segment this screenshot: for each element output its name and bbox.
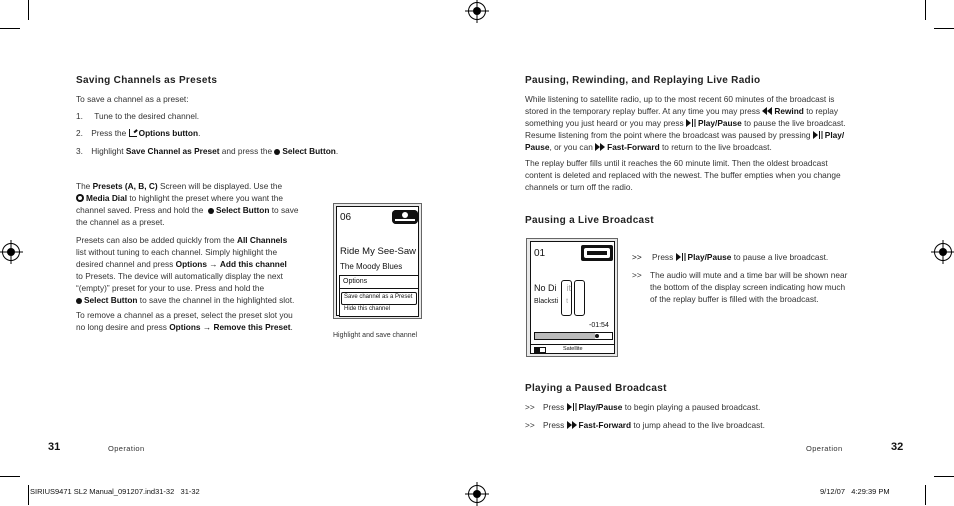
play-pause-icon [676,253,686,261]
text: Press [543,420,565,430]
text: to begin playing a paused broadcast. [624,402,761,412]
registration-mark-icon [934,243,952,261]
section-title: Pausing a Live Broadcast [525,215,654,226]
bold-text: Remove this Preset [213,322,291,332]
text: stored in the temporary replay buffer. At any time you may press [525,106,761,116]
options-menu [339,275,419,317]
step-bold: Select Button [282,146,336,156]
channel-logo-icon [581,245,613,261]
media-dial-icon [76,194,84,202]
artist-part: Blacksti [534,298,559,305]
select-button-icon [274,149,280,155]
text: to jump ahead to the live broadcast. [633,420,765,430]
file-slug: SIRIUS9471 SL2 Manual_091207.ind31-32 31-32 [30,487,200,496]
text: something you just heard or you may press [525,118,684,128]
channel-logo-icon [392,210,418,224]
channel-number: 01 [534,248,546,259]
crop-mark [934,28,954,29]
rewind-icon [762,107,772,115]
bullet-icon: >> [525,420,535,430]
registration-mark-icon [468,2,486,20]
bold-text: Play/ [824,130,845,140]
replay-time-bar [534,332,613,340]
signal-icon [534,347,546,353]
registration-mark-icon [2,243,20,261]
step-text: and press the [221,146,273,156]
crop-mark [925,485,926,505]
replay-paragraph [525,93,870,153]
text: The replay buffer fills until it reaches the 60 minute limit. Then the oldest broadcast [525,158,828,168]
all-channels-paragraph [76,234,326,306]
text: The [76,181,91,191]
intro-text: To save a channel as a preset: [76,94,189,104]
presets-paragraph [76,180,316,228]
screen-display [530,241,615,354]
remove-preset-paragraph [76,309,326,333]
section-title: Playing a Paused Broadcast [525,383,667,394]
text: Press [543,402,565,412]
bold-text: Play/Pause [687,252,732,262]
menu-item-save-preset[interactable] [341,292,417,305]
pause-icon [561,280,587,316]
bold-text: Add this channel [219,259,287,269]
step-text: Highlight [91,146,124,156]
device-screen-options [333,203,422,319]
step-text: . [198,128,201,138]
text: no long desire and press [76,322,167,332]
text: content is deleted and replaced with the newest. The buffer empties when you change [525,170,841,180]
text: to return to the live broadcast. [662,142,772,152]
bullet-item [632,269,872,305]
text: to pause a live broadcast. [733,252,829,262]
crop-mark [0,476,20,477]
text: the bottom of the display screen indicating how much [650,282,846,292]
bold-text: Fast-Forward [578,420,632,430]
text: list without tuning to each channel. Simply highlight the [76,247,278,257]
menu-item-label: Save channel as a Preset [344,294,413,300]
bullet-icon: >> [632,270,642,280]
bold-text: Options [175,259,207,269]
bold-text: Fast-Forward [607,142,660,152]
bold-text: Pause [525,142,550,152]
crop-mark [925,0,926,20]
step-number: 1. [76,111,83,121]
text: , or you can [549,142,593,152]
crop-mark [28,0,29,20]
bold-text: Select Button [84,295,138,305]
date-slug: 9/12/07 4:29:39 PM [820,487,890,496]
section-label-left: Operation [108,444,145,453]
bold-text: Select Button [215,205,270,215]
step-text: Press the [91,128,127,138]
text: desired channel and press [76,259,174,269]
page-number-left: 31 [48,441,61,453]
text: Press [652,252,674,262]
text: to replay [806,106,839,116]
text: to Presets. The device will automatically display the next [76,271,283,281]
song-title-part: No Di [534,283,557,293]
step-1 [76,110,199,122]
text: While listening to satellite radio, up to the most recent 60 minutes of the broadcast is [525,94,835,104]
text: channel saved. Press and hold the [76,205,204,215]
bullet-icon: >> [525,402,535,412]
select-button-icon [76,298,82,304]
channel-number: 06 [340,212,352,223]
menu-item-hide-channel[interactable] [341,305,415,315]
bold-text: Play/Pause [578,402,623,412]
registration-mark-icon [468,485,486,503]
bullet-item [525,401,760,413]
text: . [290,322,293,332]
song-title: Ride My See-Saw [340,246,417,257]
text: “(empty)” preset for your to use. Press and hold the [76,283,265,293]
bold-text: Presets (A, B, C) [92,181,158,191]
bold-text: Options [169,322,201,332]
text: the channel as a preset. [76,217,165,227]
step-number: 3. [76,146,83,156]
page-number-right: 32 [891,441,904,453]
step-bold: Save Channel as Preset [125,146,220,156]
text: to pause the live broadcast. [744,118,846,128]
source-label: Satellite [563,346,583,352]
text: Screen will be displayed. Use the [159,181,283,191]
text: to save the channel in the highlighted slot. [139,295,295,305]
arrow-right-icon: → [209,259,218,269]
text: channels or turn off the radio. [525,182,633,192]
step-bold: Options button [138,128,199,138]
screen-display [336,206,419,316]
play-pause-icon [813,131,823,139]
artist-name: The Moody Blues [340,262,403,271]
bold-text: Rewind [774,106,804,116]
buffer-paragraph [525,157,870,193]
bullet-item [525,419,765,431]
time-remaining: -01:54 [589,322,609,329]
fast-forward-icon [595,143,605,151]
menu-item-label: Hide this channel [344,306,391,312]
bold-text: All Channels [236,235,288,245]
play-pause-icon [686,119,696,127]
options-icon [129,129,137,137]
menu-title: Options [343,278,368,285]
bold-text: Play/Pause [697,118,742,128]
arrow-right-icon: → [202,322,212,332]
text: of the replay buffer is filled with the broadcast. [650,294,819,304]
step-text: Tune to the desired channel. [94,111,200,121]
step-2 [76,127,200,139]
section-title: Pausing, Rewinding, and Replaying Live Radio [525,75,761,86]
bullet-item [632,251,828,263]
bullet-icon: >> [632,252,642,262]
step-3 [76,145,338,157]
select-button-icon [208,208,214,214]
crop-mark [28,485,29,505]
section-label-right: Operation [806,444,843,453]
step-number: 2. [76,128,83,138]
text: The audio will mute and a time bar will be shown near [650,270,848,280]
crop-mark [0,28,20,29]
text: To remove a channel as a preset, select the preset slot you [76,310,293,320]
play-pause-icon [567,403,577,411]
step-text: . [335,146,339,156]
fast-forward-icon [567,421,577,429]
screen-caption: Highlight and save channel [333,332,418,339]
section-title: Saving Channels as Presets [76,75,218,86]
text: Resume listening from the point where the broadcast was paused by pressing [525,130,811,140]
text: to save [271,205,299,215]
bold-text: Media Dial [86,193,128,203]
device-screen-paused [526,238,618,357]
status-bar [531,344,614,354]
text: to highlight the preset where you want the [129,193,283,203]
crop-mark [934,476,954,477]
text: Presets can also be added quickly from the [76,235,235,245]
